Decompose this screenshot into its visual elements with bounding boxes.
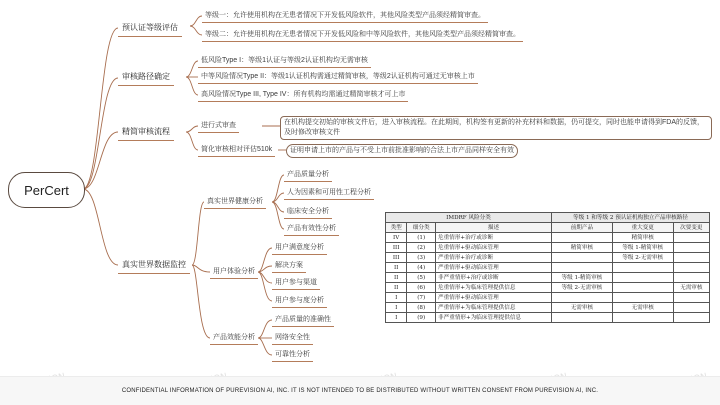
b4-group-health-analysis: 真实世界健康分析	[204, 196, 266, 209]
table-cell	[551, 313, 612, 323]
table-cell	[673, 313, 709, 323]
table-cell	[612, 283, 673, 293]
table-cell: 严重情形+驱动临床管理	[436, 293, 552, 303]
table-cell	[551, 253, 612, 263]
table-row	[386, 303, 710, 313]
table-cell	[612, 313, 673, 323]
table-cell: 非严重情形+治疗或诊断	[436, 273, 552, 283]
table-header-imdrf: IMDRF 风险分类	[386, 213, 552, 223]
table-col-header: 前期产品	[551, 223, 612, 233]
connector-b4-g3	[192, 265, 210, 338]
table-row	[386, 293, 710, 303]
branch-precert-level-assessment[interactable]: 预认证等级评估	[118, 19, 182, 37]
table-cell: (7)	[407, 293, 436, 303]
table-cell: 严重情形+治疗或诊断	[436, 253, 552, 263]
table-cell	[612, 273, 673, 283]
table-row	[386, 263, 710, 273]
connector-b1-c2	[190, 26, 202, 35]
table-col-header: 描述	[436, 223, 552, 233]
table-col-header: 类型	[386, 223, 407, 233]
b4-g3-item: 可靠性分析	[272, 349, 313, 362]
b2-low-risk: 低风险Type I：等级1认证与等级2认证机构均无需审核	[198, 55, 371, 68]
b2-medium-risk: 中等风险情况Type II：等级1认证机构需通过精简审核，等级2认证机构可通过无审核上市	[198, 71, 478, 84]
table-body	[386, 233, 710, 323]
table-cell: III	[386, 253, 407, 263]
table-cell: 等级 2-无需审核	[551, 283, 612, 293]
b4-g1-item: 产品质量分析	[284, 169, 332, 182]
table-cell: II	[386, 273, 407, 283]
connector-b3-c1	[186, 126, 198, 132]
b4-g2-item: 解决方案	[272, 260, 306, 273]
footer-text: CONFIDENTIAL INFORMATION OF PUREVISION AI, INC. IT IS NOT INTENDED TO BE DISTRIBUTED WITHOUT WRITTEN CONSENT FROM PUREVISION AI, INC.	[121, 388, 599, 394]
table-cell: 危重情形+治疗或诊断	[436, 233, 552, 243]
table-cell: I	[386, 303, 407, 313]
table-cell: I	[386, 293, 407, 303]
table-cell	[673, 253, 709, 263]
table-cell: 等级 2-无需审核	[612, 253, 673, 263]
table-cell: (3)	[407, 253, 436, 263]
table-row	[386, 313, 710, 323]
b2-high-risk: 高风险情况Type III, Type IV：所有机构均需通过精简审核才可上市	[198, 89, 408, 102]
table-cell	[673, 273, 709, 283]
table-cell: IV	[386, 233, 407, 243]
branch-review-path[interactable]: 审核路径确定	[118, 68, 174, 86]
confidential-footer	[0, 376, 720, 405]
b4-group-user-experience: 用户体验分析	[210, 266, 258, 279]
b3-510k-note: 证明申请上市的产品与不受上市前批准影响的合法上市产品同样安全有效	[286, 144, 518, 158]
b3-rolling-review-note: 在机构提交初始的审核文件后，进入审核流程。在此期间，机构签有更新的补充材料和数据，仍可提交，同时也能申请得到FDA的反馈，及时修改审核文件	[280, 116, 712, 140]
b4-g1-item: 产品有效性分析	[284, 223, 339, 236]
b4-g1-item: 临床安全分析	[284, 206, 332, 219]
table-col-header: 细分类	[407, 223, 436, 233]
table-cell: 无需审核	[612, 303, 673, 313]
table-cell	[673, 293, 709, 303]
table-row	[386, 243, 710, 253]
b4-group-performance: 产品效能分析	[210, 332, 258, 345]
table-row	[386, 253, 710, 263]
branch-streamlined-review[interactable]: 精简审核流程	[118, 123, 174, 141]
b4-g2-item: 用户满意度分析	[272, 242, 327, 255]
table-cell: (9)	[407, 313, 436, 323]
connector-b2-c1	[186, 61, 198, 77]
table-cell: (8)	[407, 303, 436, 313]
table-cell: 无需审核	[673, 283, 709, 293]
table-cell	[551, 293, 612, 303]
connector-b4-g1	[192, 202, 204, 265]
table-cell	[673, 243, 709, 253]
connector-g3-i1	[258, 320, 272, 338]
table-cell: 无需审核	[551, 303, 612, 313]
table-cell: (6)	[407, 283, 436, 293]
b4-g3-item: 产品质量的准确性	[272, 314, 334, 327]
table-cell: 精简审核	[612, 233, 673, 243]
connector-b3-c2	[186, 132, 198, 150]
connector-g2-i4	[258, 272, 272, 301]
table-header-precert: 等级 1 和等级 2 预认证机构独立产品审核路径	[551, 213, 709, 223]
table-cell: 非严重情形+为临床管理提供信息	[436, 313, 552, 323]
b1-level-one: 等级一：允许使用机构在无患者情况下开发低风险软件，其他风险类型产品须经精简审查。	[202, 10, 488, 23]
connector-b1-c1	[190, 16, 202, 26]
b1-level-two: 等级二：允许使用机构在无患者情况下开发低风险和中等风险软件，其他风险类型产品须经精简审查。	[202, 29, 523, 42]
connector-root-b3	[83, 132, 118, 189]
table-cell: III	[386, 243, 407, 253]
review-table	[385, 212, 710, 323]
table-cell	[673, 233, 709, 243]
branch-real-world-monitoring[interactable]: 真实世界数据监控	[118, 256, 190, 274]
table-cell: (2)	[407, 243, 436, 253]
connector-root-b4	[83, 189, 118, 265]
table-cell	[612, 263, 673, 273]
root-node[interactable]: PerCert	[8, 172, 85, 208]
table-cell: (1)	[407, 233, 436, 243]
table-cell: I	[386, 313, 407, 323]
table-cell: 危重情形+为临床管理提供信息	[436, 283, 552, 293]
table-row	[386, 283, 710, 293]
table-cell: 危重情形+驱动临床管理	[436, 243, 552, 253]
table-row	[386, 273, 710, 283]
table-cell: 精简审核	[551, 243, 612, 253]
table-cell: 等级 1-精简审核	[551, 273, 612, 283]
table-col-header: 重大变更	[612, 223, 673, 233]
b4-g1-item: 人为因素和可用性工程分析	[284, 187, 374, 200]
table-cell	[673, 303, 709, 313]
b4-g2-item: 用户参与渠道	[272, 277, 320, 290]
table-cell	[612, 293, 673, 303]
b3-rolling-review: 进行式审查	[198, 120, 239, 133]
table-cell: 等级 1-精简审核	[612, 243, 673, 253]
table-cell: 严重情形+驱动临床管理	[436, 263, 552, 273]
b3-510k: 简化审核相对评估510k	[198, 144, 275, 157]
table-cell	[551, 263, 612, 273]
b4-g2-item: 用户参与度分析	[272, 295, 327, 308]
table-cell	[673, 263, 709, 273]
table-cell: II	[386, 263, 407, 273]
imdrf-review-path-table	[385, 212, 710, 352]
table-cell: (5)	[407, 273, 436, 283]
connector-g1-i4	[272, 202, 284, 229]
connector-b2-c3	[186, 77, 198, 95]
table-cell	[551, 233, 612, 243]
b4-g3-item: 网络安全性	[272, 332, 313, 345]
table-cell: 严重情形+为临床管理提供信息	[436, 303, 552, 313]
connector-root-b1	[83, 28, 118, 189]
table-col-header: 次要变更	[673, 223, 709, 233]
table-cell: (4)	[407, 263, 436, 273]
table-row	[386, 233, 710, 243]
connector-g3-i3	[258, 338, 272, 355]
table-cell: II	[386, 283, 407, 293]
